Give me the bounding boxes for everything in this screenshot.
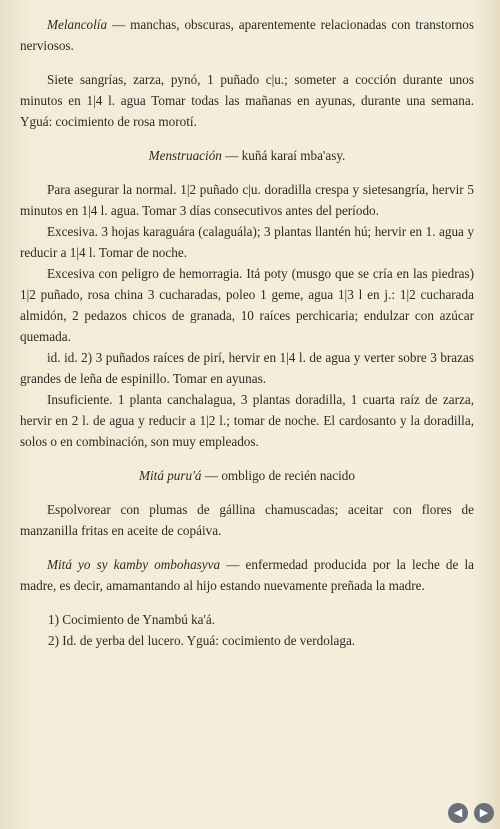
previous-page-button[interactable]: ◀ [448, 803, 468, 823]
menstruacion-term: Menstruación [148, 148, 222, 163]
list-item: 1) Cocimiento de Ynambú ka'á. [48, 612, 216, 627]
mita-purua-heading [20, 465, 474, 486]
menstruacion-paragraph-hemorragia: Excesiva con peligro de hemorragia. Itá poty (musgo que se cría en las piedras) 1|2 puñado, rosa china 3 cucharadas, poleo 1 geme, agua 1|3 l en j.: 1|2 cucharada almidón, 2 pedazos chicos de granada, 10 raíces perchicaria; endulzar con azúcar quemada. [20, 266, 474, 344]
mita-purua-term: Mitá puru'á [139, 468, 202, 483]
mita-purua-description: — ombligo de recién nacido [201, 468, 355, 483]
menstruacion-paragraph-normal: Para asegurar la normal. 1|2 puñado c|u. doradilla crespa y sietesangría, hervir 5 minutos en 1|4 l. agua. Tomar 3 días consecutivos antes del período. [20, 182, 474, 218]
menstruacion-paragraph-excesiva: Excesiva. 3 hojas karaguára (calaguála); 3 plantas llantén hú; hervir en 1. agua y reducir a 1|4 l. Tomar de noche. [20, 224, 474, 260]
menstruacion-paragraph-id: id. id. 2) 3 puñados raíces de pirí, hervir en 1|4 l. de agua y verter sobre 3 brazas grandes de leña de espinillo. Tomar en ayunas. [20, 350, 474, 386]
melancolia-remedy: Siete sangrías, zarza, pynó, 1 puñado c|u.; someter a cocción durante unos minutos en 1|4 l. agua Tomar todas las mañanas en ayunas, durante una semana. Yguá: cocimiento de rosa morotí. [20, 72, 474, 129]
menstruacion-description: — kuñá karaí mba'asy. [221, 148, 346, 163]
mita-purua-remedy: Espolvorear con plumas de gállina chamuscadas; aceitar con flores de manzanilla fritas en aceite de copáiva. [20, 502, 474, 538]
melancolia-entry [20, 14, 474, 56]
menstruacion-paragraph-insuficiente: Insuficiente. 1 planta canchalagua, 3 plantas doradilla, 1 cuarta raíz de zarza, hervir en 2 l. de agua y reducir a 1|2 l.; tomar de noche. El cardosanto y la doradilla, solos o en combinación, son muy empleados. [20, 392, 474, 449]
mita-kamby-entry [20, 554, 474, 596]
melancolia-description: — manchas, obscuras, aparentemente relacionadas con transtornos nerviosos. [20, 17, 474, 53]
mita-kamby-term: Mitá yo sy kamby ombohasyva [47, 557, 221, 572]
list-item: 2) Id. de yerba del lucero. Yguá: cocimiento de verdolaga. [48, 633, 356, 648]
page-content [20, 14, 474, 651]
melancolia-term: Melancolía [47, 17, 108, 32]
next-page-button[interactable]: ▶ [474, 803, 494, 823]
mita-kamby-description: — enfermedad producida por la leche de la madre, es decir, amamantando al hijo estando nuevamente preñada la madre. [20, 557, 474, 593]
page-navigation [448, 803, 494, 823]
menstruacion-heading [20, 145, 474, 166]
